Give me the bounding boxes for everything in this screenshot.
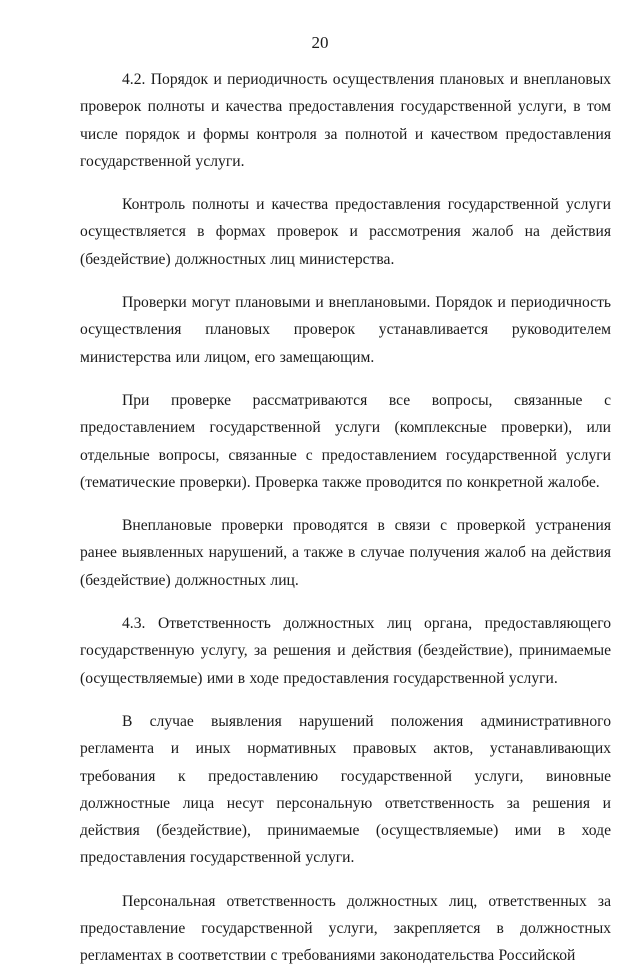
paragraph-unplanned-inspections: Внеплановые проверки проводятся в связи с проверкой устранения ранее выявленных нарушений, а также в случае получения жалоб на действия (бездействие) должностных лиц. xyxy=(80,517,611,589)
paragraph-4-3-heading: 4.3. Ответственность должностных лиц органа, предоставляющего государственную услугу, за решения и действия (бездействие), принимаемые (осуществляемые) ими в ходе предоставления государственной услуги. xyxy=(80,615,611,687)
paragraph-violations-liability: В случае выявления нарушений положения административного регламента и иных нормативных правовых актов, устанавливающих требования к предоставлению государственной услуги, виновные должностные лица несут персональную ответственность за решения и действия (бездействие), принимаемые (осуществляемые) ими в ходе предоставления государственной услуги. xyxy=(80,712,611,867)
document-body xyxy=(80,66,611,970)
page-number: 20 xyxy=(311,33,329,52)
paragraph-4-2-heading: 4.2. Порядок и периодичность осуществления плановых и внеплановых проверок полноты и качества предоставления государственной услуги, в том числе порядок и формы контроля за полнотой и качеством предоставления государственной услуги. xyxy=(80,71,611,170)
paragraph-inspection-scope: При проверке рассматриваются все вопросы, связанные с предоставлением государственной услуги (комплексные проверки), или отдельные вопросы, связанные с предоставлением государственной услуги (тематические проверки). Проверка также проводится по конкретной жалобе. xyxy=(80,391,611,491)
paragraph-personal-responsibility: Персональная ответственность должностных лиц, ответственных за предоставление государственной услуги, закрепляется в должностных регламентах в соответствии с требованиями законодательства Российской xyxy=(80,892,611,965)
paragraph-planned-inspections: Проверки могут плановыми и внеплановыми. Порядок и периодичность осуществления плановых проверок устанавливается руководителем министерства или лицом, его замещающим. xyxy=(80,294,611,366)
paragraph-control-forms: Контроль полноты и качества предоставления государственной услуги осуществляется в формах проверок и рассмотрения жалоб на действия (бездействие) должностных лиц министерства. xyxy=(80,196,611,268)
